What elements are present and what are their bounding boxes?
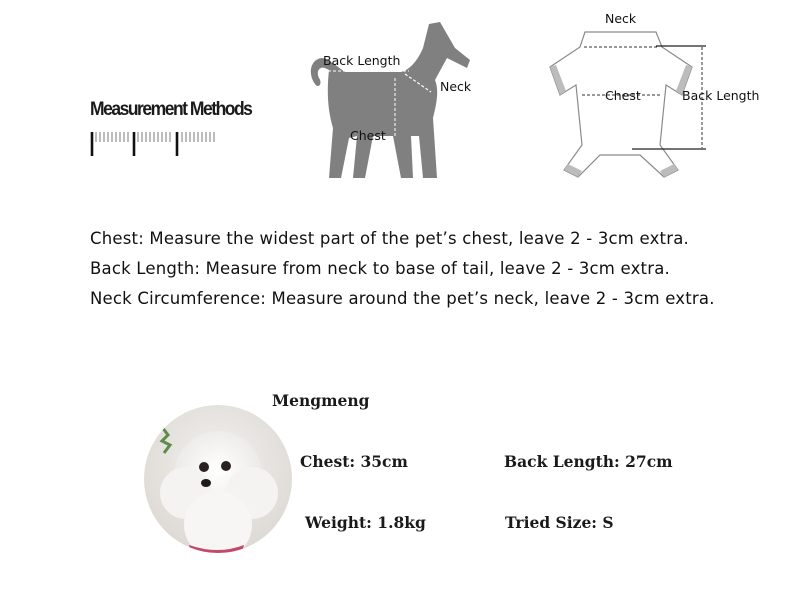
pet-weight: Weight: 1.8kg: [305, 513, 426, 532]
ruler-icon: [90, 130, 220, 158]
pet-tried-size: Tried Size: S: [505, 513, 614, 532]
dog-back-length-label: Back Length: [323, 53, 401, 68]
pet-back-length: Back Length: 27cm: [504, 452, 673, 471]
garment-neck-label: Neck: [605, 11, 637, 26]
garment-back-length-label: Back Length: [682, 88, 760, 103]
pet-name: Mengmeng: [272, 391, 370, 410]
dog-neck-label: Neck: [440, 79, 472, 94]
instruction-chest: Chest: Measure the widest part of the pet’s chest, leave 2 - 3cm extra.: [90, 229, 689, 248]
pet-photo: [144, 405, 292, 553]
dog-chest-label: Chest: [350, 128, 386, 143]
poodle-photo-icon: [144, 405, 292, 553]
dog-silhouette-icon: [311, 22, 470, 178]
dog-silhouette-diagram: [305, 18, 485, 183]
instruction-neck: Neck Circumference: Measure around the pet’s neck, leave 2 - 3cm extra.: [90, 289, 715, 308]
pet-chest: Chest: 35cm: [300, 452, 408, 471]
section-title: Measurement Methods: [90, 99, 252, 120]
instruction-back-length: Back Length: Measure from neck to base of tail, leave 2 - 3cm extra.: [90, 259, 670, 278]
garment-outline-icon: [550, 32, 692, 177]
garment-chest-label: Chest: [605, 88, 641, 103]
